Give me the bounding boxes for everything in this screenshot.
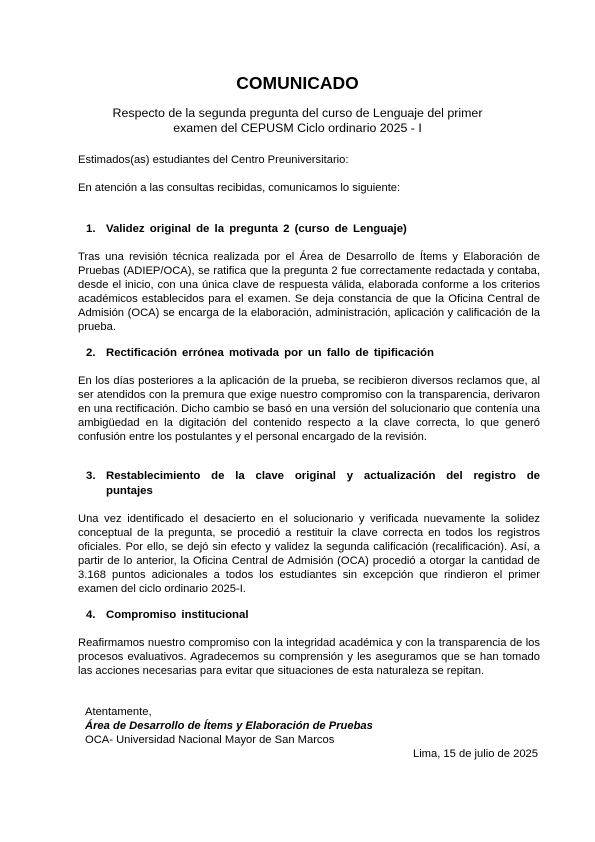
section-3-title: Restablecimiento de la clave original y actualización del registro de puntajes — [106, 470, 540, 497]
section-1-number: 1. — [86, 223, 96, 235]
intro-text: En atención a las consultas recibidas, comunicamos lo siguiente: — [78, 182, 401, 194]
section-4-title: Compromiso institucional — [106, 609, 249, 621]
section-4-body: Reafirmamos nuestro compromiso con la integridad académica y con la transparencia de los procesos evaluativos. Agradecemos su comprensión y les aseguramos que se han tomado las acciones necesarias para evitar que situaciones de esta naturaleza se repitan. — [78, 637, 540, 677]
section-4-number: 4. — [86, 609, 96, 621]
section-2-heading — [78, 346, 540, 361]
signature-block — [85, 705, 485, 747]
section-2-body: En los días posteriores a la aplicación de la prueba, se recibieron diversos reclamos que, al ser atendidos con la premura que exige nuestro compromiso con la transparencia, derivaron en una rectificación. Dicho cambio se basó en una versión del solucionario que contenía una ambigüedad en la digitación del contenido respecto a la clave correcta, lo que generó confusión entre los postulantes y el personal encargado de la revisión. — [78, 375, 540, 443]
section-2-number: 2. — [86, 347, 96, 359]
date-line: Lima, 15 de julio de 2025 — [412, 748, 538, 760]
closing-text: Atentamente, — [85, 706, 152, 718]
section-1-body: Tras una revisión técnica realizada por el Área de Desarrollo de Ítems y Elaboración de Pruebas (ADIEP/OCA), se ratifica que la pregunta 2 fue correctamente redactada y contaba, desde el inicio, con una única clave de respuesta válida, elaborada conforme a los criterios académicos establecidos para el examen. Se deja constancia de que la Oficina Central de Admisión (OCA) se encarga de la elaboración, administración, aplicación y calificación de la prueba. — [78, 251, 540, 333]
document-subtitle: Respecto de la segunda pregunta del curso de Lenguaje del primer examen del CEPUSM Ciclo ordinario 2025 - I — [112, 106, 483, 135]
signature-area: Área de Desarrollo de Ítems y Elaboración de Pruebas — [85, 720, 373, 732]
greeting: Estimados(as) estudiantes del Centro Preuniversitario: — [78, 154, 349, 166]
section-3-heading — [78, 469, 540, 499]
section-2-title: Rectificación errónea motivada por un fallo de tipificación — [106, 347, 434, 359]
section-1-title: Validez original de la pregunta 2 (curso de Lenguaje) — [106, 223, 407, 235]
section-3-number: 3. — [86, 470, 96, 482]
signature-org: OCA- Universidad Nacional Mayor de San Marcos — [85, 734, 335, 746]
section-4-heading — [78, 608, 540, 623]
section-3-body: Una vez identificado el desacierto en el solucionario y verificada nuevamente la solidez conceptual de la pregunta, se procedió a restituir la clave correcta en todos los registros oficiales. Por ello, se dejó sin efecto y validez la segunda calificación (recalificación). Así, a partir de lo anterior, la Oficina Central de Admisión (OCA) procedió a otorgar la cantidad de 3.168 puntos adicionales a todos los estudiantes sin excepción que rindieron el primer examen del ciclo ordinario 2025-I. — [78, 513, 540, 595]
section-1-heading — [78, 222, 540, 237]
document-title: COMUNICADO — [236, 73, 359, 93]
